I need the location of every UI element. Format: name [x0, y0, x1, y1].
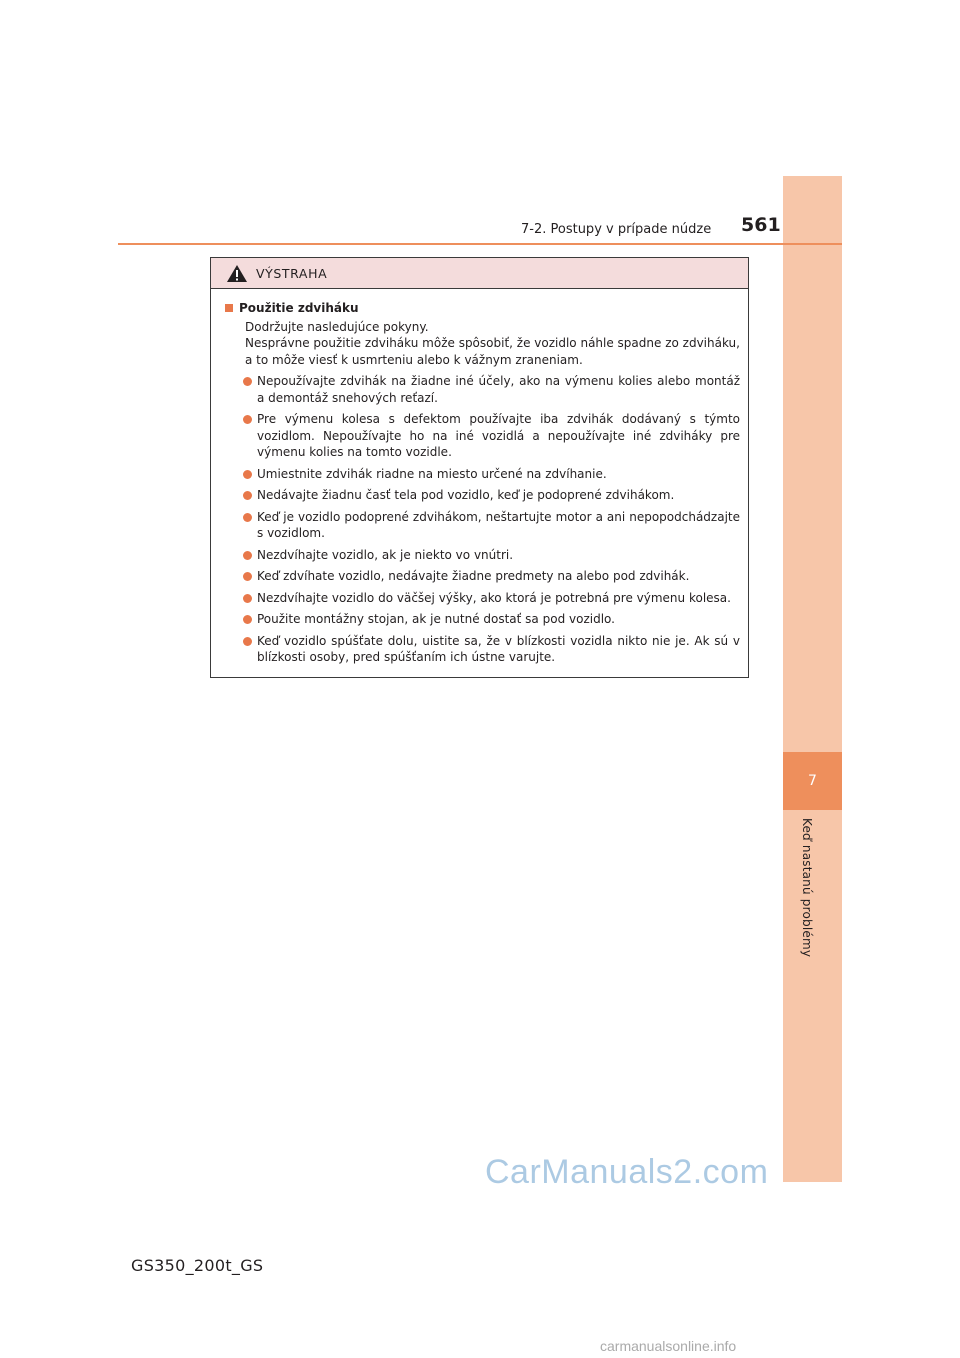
header-divider — [118, 243, 842, 245]
bullet-dot-icon — [243, 572, 252, 581]
square-bullet-icon — [225, 304, 233, 312]
list-item: Nedávajte žiadnu časť tela pod vozidlo, keď je podoprené zdvihákom. — [242, 487, 740, 504]
list-item: Keď zdvíhate vozidlo, nedávajte žiadne predmety na alebo pod zdvihák. — [242, 568, 740, 585]
bullet-dot-icon — [243, 594, 252, 603]
list-item: Použite montážny stojan, ak je nutné dostať sa pod vozidlo. — [242, 611, 740, 628]
intro-line: Dodržujte nasledujúce pokyny. — [245, 319, 429, 334]
list-item: Keď vozidlo spúšťate dolu, uistite sa, že v blízkosti vozidla nikto nie je. Ak sú v blízkosti osoby, pred spúšťaním ich ústne varujte. — [242, 633, 740, 666]
section-heading — [225, 300, 740, 317]
intro-text — [225, 319, 740, 369]
bullet-dot-icon — [243, 470, 252, 479]
bullet-dot-icon — [243, 377, 252, 386]
model-code: GS350_200t_GS — [131, 1256, 264, 1275]
section-heading-text: Použitie zdviháku — [239, 301, 359, 315]
list-item: Nezdvíhajte vozidlo, ak je niekto vo vnútri. — [242, 547, 740, 564]
warning-list — [225, 373, 740, 666]
warning-body — [211, 289, 748, 666]
bullet-dot-icon — [243, 637, 252, 646]
warning-header — [211, 258, 748, 289]
warning-triangle-icon — [226, 264, 248, 283]
list-item: Nezdvíhajte vozidlo do väčšej výšky, ako ktorá je potrebná pre výmenu kolesa. — [242, 590, 740, 607]
warning-title: VÝSTRAHA — [256, 265, 328, 281]
list-item: Pre výmenu kolesa s defektom používajte iba zdvihák dodávaný s týmto vozidlom. Nepoužívajte ho na iné vozidlá a nepoužívajte iné zdviháky pre výmenu kolies na tomto vozidle. — [242, 411, 740, 461]
warning-box — [210, 257, 749, 678]
intro-line: Nesprávne použitie zdviháku môže spôsobiť, že vozidlo náhle spadne zo zdviháku, a to môže viesť k usmrteniu alebo k vážnym zraneniam. — [245, 336, 740, 367]
bullet-dot-icon — [243, 415, 252, 424]
watermark-carmanualsonline: carmanualsonline.info — [600, 1338, 737, 1354]
chapter-title: Keď nastanú problémy — [800, 818, 814, 958]
chapter-number: 7 — [808, 773, 817, 789]
section-title: 7-2. Postupy v prípade núdze — [521, 222, 712, 237]
list-item: Nepoužívajte zdvihák na žiadne iné účely, ako na výmenu kolies alebo montáž a demontáž snehových reťazí. — [242, 373, 740, 406]
bullet-dot-icon — [243, 513, 252, 522]
bullet-dot-icon — [243, 615, 252, 624]
list-item: Keď je vozidlo podoprené zdvihákom, neštartujte motor a ani nepopodchádzajte s vozidlom. — [242, 509, 740, 542]
bullet-dot-icon — [243, 491, 252, 500]
side-chapter-strip — [783, 176, 842, 1182]
bullet-dot-icon — [243, 551, 252, 560]
list-item: Umiestnite zdvihák riadne na miesto určené na zdvíhanie. — [242, 466, 740, 483]
page-number: 561 — [741, 214, 781, 236]
watermark-carmanuals2: CarManuals2.com — [485, 1153, 769, 1191]
